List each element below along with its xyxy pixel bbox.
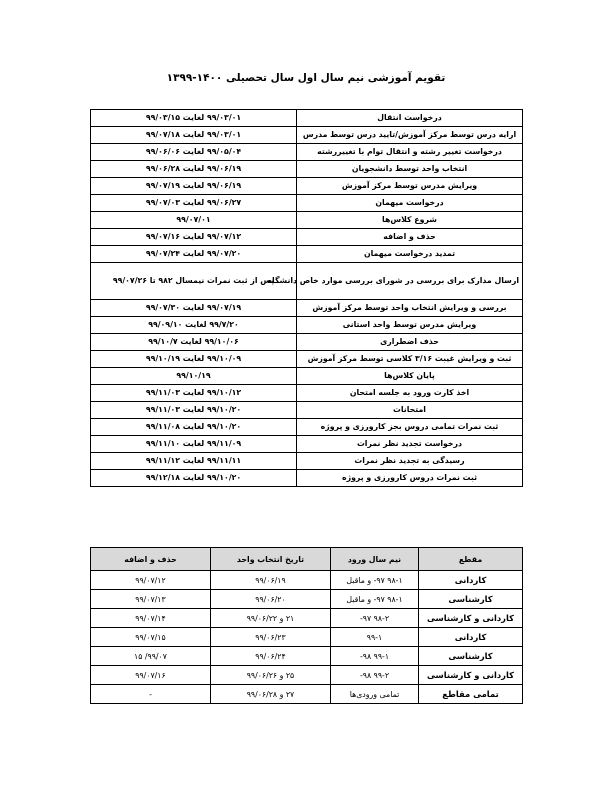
schedule-date: پس از ثبت نمرات نیمسال ۹۸۲ تا ۹۹/۰۷/۲۶ <box>91 263 297 300</box>
schedule-description: بررسی و ویرایش انتخاب واحد توسط مرکز آموزش <box>297 300 523 317</box>
schedule-row <box>91 351 523 368</box>
entry-semester: ۹۸-۱ ۹۷- و ماقبل <box>331 590 419 609</box>
schedule-row <box>91 161 523 178</box>
schedule-row <box>91 368 523 385</box>
schedule-description: رسیدگی به تجدید نظر نمرات <box>297 453 523 470</box>
schedule-date: ۹۹/۷/۲۰ لغایت ۹۹/۰۹/۱۰ <box>91 317 297 334</box>
schedule-date: ۹۹/۰۶/۱۹ لغایت ۹۹/۰۷/۱۹ <box>91 178 297 195</box>
schedule-description: حذف اضطراری <box>297 334 523 351</box>
schedule-date: ۹۹/۱۱/۰۹ لغایت ۹۹/۱۱/۱۰ <box>91 436 297 453</box>
entry-selection: ۹۹/۰۶/۲۰ <box>211 590 331 609</box>
entry-semester: ۹۸-۲ ۹۷- <box>331 609 419 628</box>
schedule-date: ۹۹/۰۷/۱۲ لغایت ۹۹/۰۷/۱۶ <box>91 229 297 246</box>
entry-section: کارشناسی <box>419 590 523 609</box>
entry-section: تمامی مقاطع <box>419 685 523 704</box>
schedule-date: ۹۹/۱۰/۲۰ لغایت ۹۹/۱۱/۰۸ <box>91 419 297 436</box>
schedule-row <box>91 436 523 453</box>
schedule-date: ۹۹/۱۰/۱۲ لغایت ۹۹/۱۱/۰۳ <box>91 385 297 402</box>
entry-adddrop: - <box>91 685 211 704</box>
schedule-row <box>91 453 523 470</box>
schedule-description: درخواست انتقال <box>297 110 523 127</box>
schedule-row <box>91 178 523 195</box>
header-selection: تاریخ انتخاب واحد <box>211 548 331 571</box>
schedule-row <box>91 144 523 161</box>
entry-semester: ۹۸-۱ ۹۷- و ماقبل <box>331 571 419 590</box>
entry-row <box>91 628 523 647</box>
schedule-date: ۹۹/۰۳/۰۱ لغایت ۹۹/۰۷/۱۸ <box>91 127 297 144</box>
schedule-description: درخواست میهمان <box>297 195 523 212</box>
entry-adddrop: ۹۹/۰۷/۱۲ <box>91 571 211 590</box>
schedule-date: ۹۹/۱۰/۲۰ لغایت ۹۹/۱۱/۰۳ <box>91 402 297 419</box>
page-title: تقویم آموزشی نیم سال اول سال تحصیلی ۱۴۰۰-۱۳۹۹ <box>166 72 446 84</box>
schedule-row <box>91 246 523 263</box>
schedule-date: ۹۹/۰۶/۲۷ لغایت ۹۹/۰۷/۰۳ <box>91 195 297 212</box>
schedule-date: ۹۹/۱۰/۱۹ <box>91 368 297 385</box>
schedule-row <box>91 127 523 144</box>
schedule-description: ثبت و ویرایش غیبت ۳/۱۶ کلاسی توسط مرکز آموزش <box>297 351 523 368</box>
schedule-description: تمدید درخواست میهمان <box>297 246 523 263</box>
entry-selection: ۹۹/۰۶/۱۹ <box>211 571 331 590</box>
schedule-date: ۹۹/۰۵/۰۴ لغایت ۹۹/۰۶/۰۶ <box>91 144 297 161</box>
entry-semester: ۹۹-۱ <box>331 628 419 647</box>
schedule-description: درخواست تجدید نظر نمرات <box>297 436 523 453</box>
schedule-description: ارایه درس توسط مرکز آموزش/تایید درس توسط مدرس <box>297 127 523 144</box>
schedule-description: ویرایش مدرس توسط مرکز آموزش <box>297 178 523 195</box>
schedule-row <box>91 385 523 402</box>
schedule-description: ارسال مدارک برای بررسی در شورای بررسی موارد خاص دانشگاه <box>297 263 523 300</box>
entry-row <box>91 647 523 666</box>
entry-selection: ۲۱ و ۹۹/۰۶/۲۲ <box>211 609 331 628</box>
entry-section: کاردانی و کارشناسی <box>419 609 523 628</box>
schedule-description: ویرایش مدرس توسط واحد استانی <box>297 317 523 334</box>
entry-selection: ۹۹/۰۶/۲۳ <box>211 628 331 647</box>
schedule-row <box>91 317 523 334</box>
schedule-date: ۹۹/۰۳/۰۱ لغایت ۹۹/۰۳/۱۵ <box>91 110 297 127</box>
entry-semester: ۹۹-۱ ۹۸- <box>331 647 419 666</box>
entry-section: کاردانی <box>419 628 523 647</box>
entry-adddrop: ۹۹/۰۷/ ۱۵ <box>91 647 211 666</box>
schedule-date: ۹۹/۰۷/۱۹ لغایت ۹۹/۰۷/۳۰ <box>91 300 297 317</box>
entry-selection: ۲۵ و ۹۹/۰۶/۲۶ <box>211 666 331 685</box>
schedule-row <box>91 263 523 300</box>
entry-section: کاردانی و کارشناسی <box>419 666 523 685</box>
schedule-row <box>91 419 523 436</box>
entry-adddrop: ۹۹/۰۷/۱۶ <box>91 666 211 685</box>
entry-row <box>91 666 523 685</box>
entry-semester: تمامی ورودی‌ها <box>331 685 419 704</box>
schedule-date: ۹۹/۰۷/۰۱ <box>91 212 297 229</box>
schedule-description: انتخاب واحد توسط دانشجویان <box>297 161 523 178</box>
schedule-description: حذف و اضافه <box>297 229 523 246</box>
entry-selection: ۲۷ و ۹۹/۰۶/۲۸ <box>211 685 331 704</box>
header-semester: نیم سال ورود <box>331 548 419 571</box>
schedule-date: ۹۹/۱۱/۱۱ لغایت ۹۹/۱۱/۱۲ <box>91 453 297 470</box>
entry-selection: ۹۹/۰۶/۲۴ <box>211 647 331 666</box>
schedule-row <box>91 334 523 351</box>
schedule-row <box>91 229 523 246</box>
schedule-row <box>91 195 523 212</box>
entry-row <box>91 590 523 609</box>
schedule-description: پایان کلاس‌ها <box>297 368 523 385</box>
schedule-row <box>91 110 523 127</box>
header-row <box>91 548 523 571</box>
schedule-description: شروع کلاس‌ها <box>297 212 523 229</box>
header-section: مقطع <box>419 548 523 571</box>
schedule-row <box>91 300 523 317</box>
entry-adddrop: ۹۹/۰۷/۱۵ <box>91 628 211 647</box>
schedule-row <box>91 212 523 229</box>
schedule-description: ثبت نمرات تمامی دروس بجز کارورزی و پروژه <box>297 419 523 436</box>
entry-adddrop: ۹۹/۰۷/۱۴ <box>91 609 211 628</box>
header-adddrop: حذف و اضافه <box>91 548 211 571</box>
schedule-row <box>91 402 523 419</box>
entry-row <box>91 685 523 704</box>
schedule-date: ۹۹/۱۰/۰۶ لغایت ۹۹/۱۰/۷ <box>91 334 297 351</box>
entry-adddrop: ۹۹/۰۷/۱۳ <box>91 590 211 609</box>
entry-row <box>91 609 523 628</box>
entry-section: کاردانی <box>419 571 523 590</box>
schedule-row <box>91 470 523 487</box>
schedule-description: اخذ کارت ورود به جلسه امتحان <box>297 385 523 402</box>
schedule-description: درخواست تغییر رشته و انتقال توام با تغییررشته <box>297 144 523 161</box>
entry-section: کارشناسی <box>419 647 523 666</box>
entry-semester: ۹۹-۲ ۹۸- <box>331 666 419 685</box>
entry-semester-table <box>90 547 523 704</box>
schedule-description: ثبت نمرات دروس کارورزی و پروژه <box>297 470 523 487</box>
entry-row <box>91 571 523 590</box>
schedule-date: ۹۹/۱۰/۲۰ لغایت ۹۹/۱۲/۱۸ <box>91 470 297 487</box>
schedule-date: ۹۹/۰۶/۱۹ لغایت ۹۹/۰۶/۲۸ <box>91 161 297 178</box>
schedule-description: امتحانات <box>297 402 523 419</box>
schedule-date: ۹۹/۱۰/۰۹ لغایت ۹۹/۱۰/۱۹ <box>91 351 297 368</box>
schedule-date: ۹۹/۰۷/۲۰ لغایت ۹۹/۰۷/۲۴ <box>91 246 297 263</box>
academic-calendar-table <box>90 109 523 487</box>
